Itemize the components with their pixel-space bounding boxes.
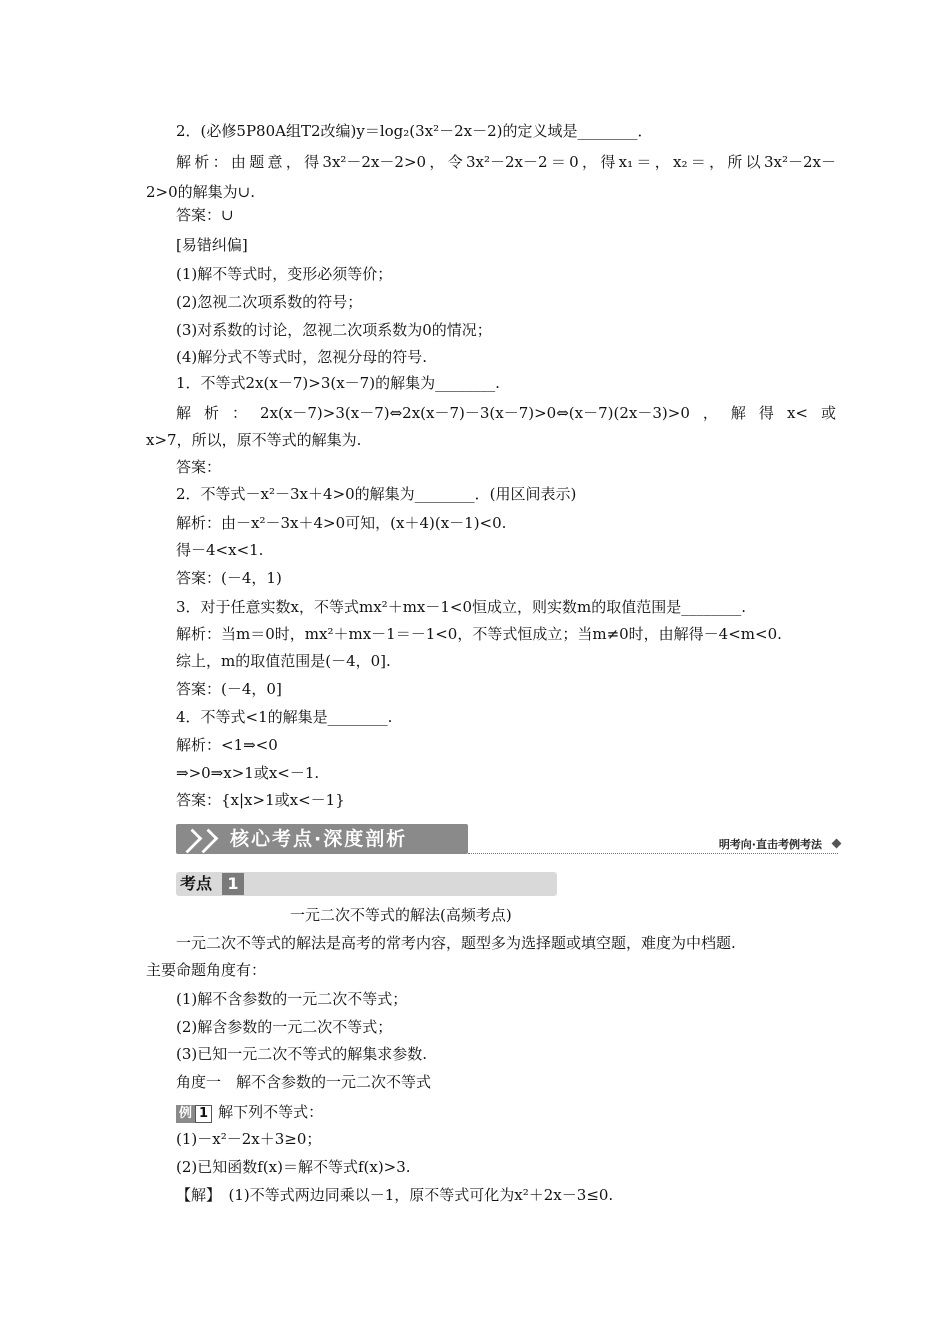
example-item-1: (1)－x²－2x＋3≥0； <box>176 1130 322 1148</box>
banner-divider <box>468 853 838 854</box>
exercise-4-analysis: 解析：<1⇒<0 <box>176 736 278 754</box>
section-subtitle: 一元二次不等式的解法(高频考点) <box>290 906 512 924</box>
section-intro-line-2: 主要命题角度有： <box>146 961 267 979</box>
kaodian-label: 考点 <box>180 874 213 893</box>
example-label: 例 <box>176 1105 195 1123</box>
error-note-3: (3)对系数的讨论，忽视二次项系数为0的情况； <box>176 321 492 339</box>
error-note-2: (2)忽视二次项系数的符号； <box>176 293 363 311</box>
section-banner <box>176 820 846 860</box>
exercise-3-analysis: 解析：当m＝0时，mx²＋mx－1＝－1<0，不等式恒成立；当m≠0时，由解得－4<m<0. <box>176 625 782 643</box>
exercise-3-conclusion: 综上，m的取值范围是(－4，0]. <box>176 652 391 670</box>
problem-2-analysis-line-2: 2>0的解集为∪. <box>146 183 255 201</box>
exercise-1-analysis-line-2: x>7，所以，原不等式的解集为. <box>146 431 362 449</box>
exercise-1-answer: 答案： <box>176 458 222 476</box>
example-1-header <box>176 1101 323 1119</box>
exercise-2-statement: 2．不等式－x²－3x＋4>0的解集为________．(用区间表示) <box>176 485 577 503</box>
example-number: 1 <box>195 1105 212 1123</box>
error-correction-heading: [易错纠偏] <box>176 236 248 254</box>
angle-item-1: (1)解不含参数的一元二次不等式； <box>176 990 408 1008</box>
diamond-icon <box>832 839 842 849</box>
kaodian-header <box>176 872 557 896</box>
problem-2-answer: 答案：∪ <box>176 206 234 224</box>
banner-title: 核心考点·深度剖析 <box>230 828 408 850</box>
error-note-1: (1)解不等式时，变形必须等价； <box>176 265 393 283</box>
exercise-3-answer: 答案：(－4，0] <box>176 680 282 698</box>
problem-2-statement: 2．(必修5P80A组T2改编)y＝log₂(3x²－2x－2)的定义域是________． <box>176 122 653 140</box>
example-solution: 【解】 (1)不等式两边同乘以－1，原不等式可化为x²＋2x－3≤0. <box>176 1186 614 1204</box>
angle-item-3: (3)已知一元二次不等式的解集求参数. <box>176 1045 428 1063</box>
exercise-3-statement: 3．对于任意实数x，不等式mx²＋mx－1<0恒成立，则实数m的取值范围是________. <box>176 598 747 616</box>
exercise-4-statement: 4．不等式<1的解集是________. <box>176 708 393 726</box>
section-intro-line-1: 一元二次不等式的解法是高考的常考内容，题型多为选择题或填空题，难度为中档题. <box>176 934 736 952</box>
problem-2-analysis-line-1: 解析：由题意，得3x²－2x－2>0，令3x²－2x－2＝0，得x₁＝，x₂＝，所以3x²－2x－ <box>176 153 836 171</box>
example-item-2: (2)已知函数f(x)＝解不等式f(x)>3. <box>176 1158 411 1176</box>
banner-subtitle: 明考向·直击考例考法 <box>718 838 822 851</box>
example-text: 解下列不等式： <box>218 1103 324 1121</box>
exercise-1-analysis-line-1: 解析：2x(x－7)>3(x－7)⇔2x(x－7)－3(x－7)>0⇔(x－7)(2x－3)>0，解得x<或 <box>176 404 836 422</box>
exercise-2-analysis: 解析：由－x²－3x＋4>0可知，(x＋4)(x－1)<0. <box>176 514 507 532</box>
exercise-4-answer: 答案：{x|x>1或x<－1} <box>176 791 345 809</box>
exercise-2-answer: 答案：(－4，1) <box>176 569 282 587</box>
error-note-4: (4)解分式不等式时，忽视分母的符号. <box>176 348 428 366</box>
angle-item-2: (2)解含参数的一元二次不等式； <box>176 1018 393 1036</box>
exercise-1-statement: 1．不等式2x(x－7)>3(x－7)的解集为________. <box>176 374 500 392</box>
kaodian-number: 1 <box>222 873 244 895</box>
exercise-2-result: 得－4<x<1. <box>176 541 264 559</box>
exercise-4-derivation: ⇒>0⇒x>1或x<－1. <box>176 764 320 782</box>
angle-one-heading: 角度一 解不含参数的一元二次不等式 <box>176 1073 432 1091</box>
